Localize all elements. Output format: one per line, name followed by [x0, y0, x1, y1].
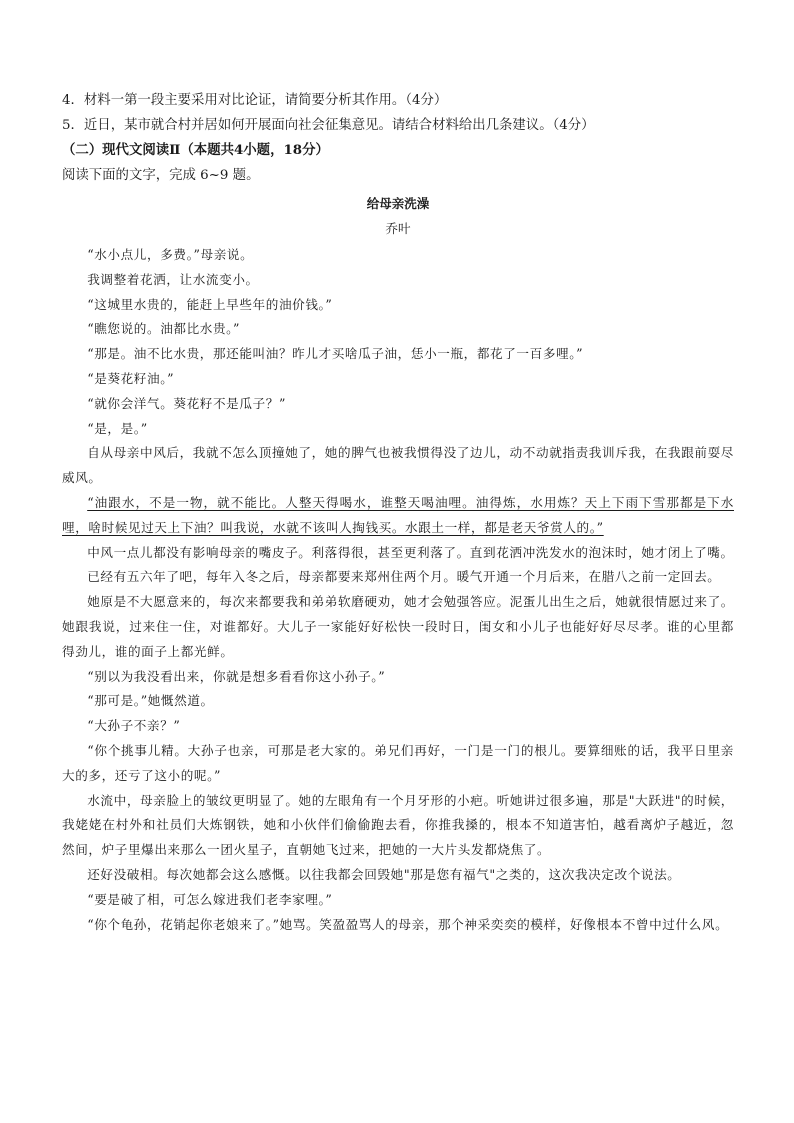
- paragraph: 已经有五六年了吧，每年入冬之后，母亲都要来郑州住两个月。暖气开通一个月后来，在腊八之前一定回去。: [87, 569, 721, 585]
- paragraph: 还好没破相。每次她都会这么感慨。以往我都会回毁她"那是您有福气"之类的，这次我决定改个说法。: [87, 866, 681, 882]
- paragraph: “是葵花籽油。”: [87, 370, 175, 386]
- paragraph: 自从母亲中风后，我就不怎么顶撞她了，她的脾气也被我惯得没了边儿，动不动就指责我训斥我，在我跟前耍尽威风。: [62, 445, 734, 486]
- paragraph: “要是破了相，可怎么嫁进我们老李家哩。”: [87, 891, 333, 907]
- paragraph: “这城里水贵的，能赶上早些年的油价钱。”: [87, 296, 333, 312]
- question-4: 4．材料一第一段主要采用对比论证，请简要分析其作用。（4分）: [62, 93, 448, 108]
- paragraph: “别以为我没看出来，你就是想多看看你这小孙子。”: [87, 668, 386, 684]
- paragraph: “大孙子不亲？”: [87, 718, 181, 734]
- question-5: 5．近日，某市就合村并居如何开展面向社会征集意见。请结合材料给出几条建议。（4分）: [62, 118, 595, 133]
- paragraph: 我调整着花洒，让水流变小。: [87, 271, 259, 287]
- paragraph: “瞧您说的。油都比水贵。”: [87, 321, 241, 337]
- section-instruction: 阅读下面的文字，完成 6~9 题。: [62, 168, 260, 183]
- paragraph: “那可是。”她慨然道。: [87, 693, 214, 709]
- paragraph: 她原是不大愿意来的，每次来都要我和弟弟软磨硬劝，她才会勉强答应。泥蛋儿出生之后，她就很情愿过来了。她跟我说，过来住一住，对谁都好。大儿子一家能好好松快一段时日，闺女和小儿子也能好好尽尽孝。谁的心里都得劲儿，谁的面子上都光鲜。: [62, 594, 734, 659]
- article-title: 给母亲洗澡: [366, 196, 430, 211]
- article-author: 乔叶: [385, 221, 411, 236]
- paragraph: 水流中，母亲脸上的皱纹更明显了。她的左眼角有一个月牙形的小疤。听她讲过很多遍，那是"大跃进"的时候，我姥姥在村外和社员们大炼钢铁，她和小伙伴们偷偷跑去看，你推我搡的，根本不知道害怕，越看离炉子越近，忽然间，炉子里爆出来那么一团火星子，直朝她飞过来，把她的一大片头发都烧焦了。: [62, 792, 734, 858]
- section-heading: （二）现代文阅读Ⅱ（本题共4小题，18分）: [62, 142, 329, 158]
- paragraph: “那是。油不比水贵，那还能叫油？昨儿才买啥瓜子油，恁小一瓶，都花了一百多哩。”: [87, 346, 584, 362]
- paragraph: “水小点儿，多费。”母亲说。: [87, 247, 254, 262]
- document-content: [62, 88, 734, 937]
- paragraph: “就你会洋气。葵花籽不是瓜子？”: [87, 395, 286, 411]
- paragraph: “是，是。”: [87, 420, 148, 436]
- underlined-paragraph: “油跟水，不是一物，就不能比。人整天得喝水，谁整天喝油哩。油得炼，水用炼？天上下雨下雪那都是下水哩，啥时候见过天上下油？叫我说，水就不该叫人掏钱买。水跟土一样，都是老天爷赏人的。”: [62, 494, 734, 535]
- paragraph: 中风一点儿都没有影响母亲的嘴皮子。利落得很，甚至更利落了。直到花洒冲洗发水的泡沫时，她才闭上了嘴。: [87, 544, 734, 560]
- paragraph: “你个挑事儿精。大孙子也亲，可那是老大家的。弟兄们再好，一门是一门的根儿。要算细账的话，我平日里亲大的多，还亏了这小的呢。”: [62, 742, 734, 783]
- paragraph: “你个龟孙，花销起你老娘来了。”她骂。笑盈盈骂人的母亲，那个神采奕奕的模样，好像根本不曾中过什么风。: [87, 916, 729, 932]
